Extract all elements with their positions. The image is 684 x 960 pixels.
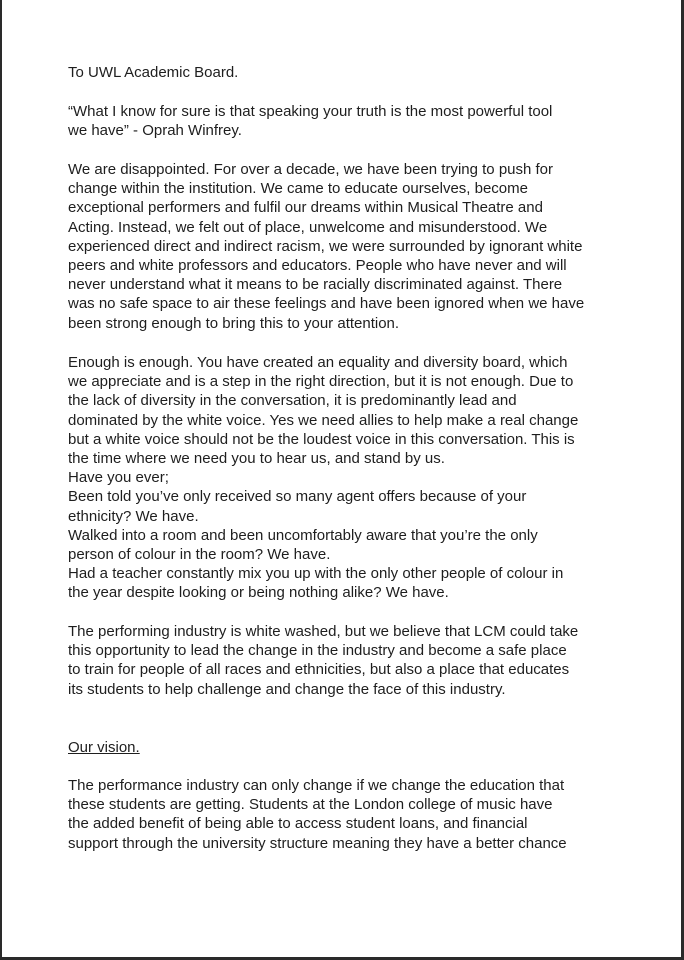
text-line: Acting. Instead, we felt out of place, unwelcome and misunderstood. We — [68, 218, 548, 236]
text-line: We are disappointed. For over a decade, we have been trying to push for — [68, 161, 554, 178]
text-line: the lack of diversity in the conversation, it is predominantly lead and — [68, 392, 517, 410]
text-line: we appreciate and is a step in the right direction, but it is not enough. Due to — [68, 373, 574, 391]
text-line: Our vision. — [68, 739, 140, 756]
salutation — [68, 63, 238, 82]
text-line: support through the university structure meaning they have a better chance — [68, 834, 567, 852]
opening-quote — [68, 102, 552, 140]
paragraph-disappointed — [68, 160, 584, 333]
text-line: change within the institution. We came to educate ourselves, become — [68, 180, 528, 198]
text-line: Been told you’ve only received so many agent offers because of your — [68, 488, 527, 506]
text-line: The performing industry is white washed, but we believe that LCM could take — [68, 623, 579, 640]
text-line: Had a teacher constantly mix you up with the only other people of colour in — [68, 565, 564, 583]
text-line: the added benefit of being able to access student loans, and financial — [68, 815, 528, 833]
text-line: was no safe space to air these feelings and have been ignored when we have — [68, 295, 585, 313]
text-line: ethnicity? We have. — [68, 507, 199, 525]
text-line: The performance industry can only change if we change the education that — [68, 777, 565, 794]
text-line: exceptional performers and fulfil our dreams within Musical Theatre and — [68, 199, 543, 217]
text-line: never understand what it means to be racially discriminated against. There — [68, 276, 563, 294]
paragraph-enough-is-enough — [68, 353, 578, 602]
text-line: person of colour in the room? We have. — [68, 545, 331, 563]
text-line: dominated by the white voice. Yes we need allies to help make a real change — [68, 411, 579, 429]
text-line: these students are getting. Students at the London college of music have — [68, 796, 553, 814]
text-line: “What I know for sure is that speaking your truth is the most powerful tool — [68, 103, 553, 120]
text-line: but a white voice should not be the loudest voice in this conversation. This is — [68, 430, 575, 448]
text-line: Have you ever; — [68, 469, 169, 487]
text-line: the year despite looking or being nothing alike? We have. — [68, 584, 449, 602]
text-line: Walked into a room and been uncomfortably aware that you’re the only — [68, 526, 538, 544]
text-line: the time where we need you to hear us, and stand by us. — [68, 449, 445, 467]
paragraph-vision — [68, 776, 567, 853]
paragraph-performing-industry — [68, 622, 578, 699]
text-line: To UWL Academic Board. — [68, 64, 239, 81]
text-line: we have” - Oprah Winfrey. — [68, 122, 242, 140]
text-line: Enough is enough. You have created an equality and diversity board, which — [68, 354, 568, 371]
text-line: this opportunity to lead the change in the industry and become a safe place — [68, 642, 567, 660]
vision-heading — [68, 738, 140, 757]
text-line: to train for people of all races and ethnicities, but also a place that educates — [68, 661, 570, 679]
text-line: peers and white professors and educators. People who have never and will — [68, 256, 567, 274]
text-line: experienced direct and indirect racism, we were surrounded by ignorant white — [68, 237, 583, 255]
text-line: been strong enough to bring this to your attention. — [68, 314, 400, 332]
text-line: its students to help challenge and change the face of this industry. — [68, 680, 506, 698]
